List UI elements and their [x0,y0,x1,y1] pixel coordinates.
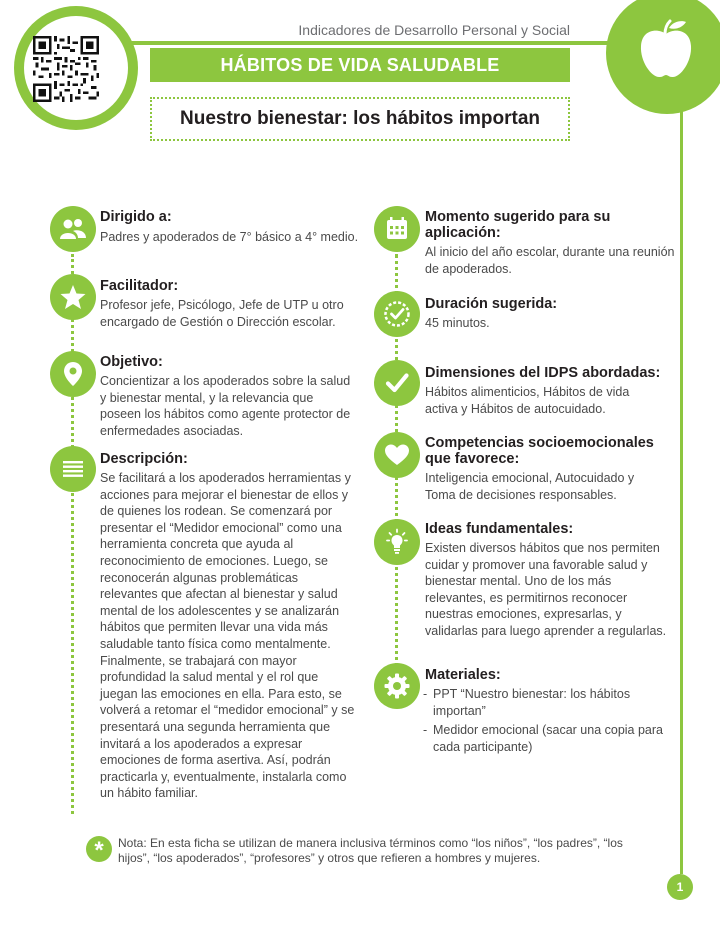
page-number: 1 [667,874,693,900]
users-icon [50,206,96,252]
descripcion-text: Se facilitará a los apoderados herramientas y acciones para mejorar el bienestar de ellos y de quienes los rodean. Se comenzará por presentar el “Medidor emocional” como una herramienta concreta que ayuda al reconocimiento de emociones. Luego, se reconocerán algunas problemáticas relevantes que afectan al bienestar y salud mental de los adolescentes y se analizarán hábitos que permiten llevar una vida más saludable tanto física como mentalmente. Finalmente, se trabajará con mayor profundidad la salud mental y el rol que juegan las emociones en ella. Para esto, se volverá a retomar el “medidor emocional” y se presentará una segunda herramienta que invitará a los apoderados a expresar emociones de forma asertiva. Así, podrán practicarla y, eventualmente, instalarla como un hábito familiar. [100,471,355,801]
calendar-icon [374,206,420,252]
document-lines-icon [50,446,96,492]
materiales-title: Materiales: [425,667,501,683]
materiales-item: - Medidor emocional (sacar una copia para cada participante) [421,722,679,755]
qr-code-icon[interactable] [33,36,99,102]
dirigido-title: Dirigido a: [100,209,172,225]
gear-icon [374,663,420,709]
momento-text: Al inicio del año escolar, durante una reunión de apoderados. [425,245,675,276]
dirigido-text: Padres y apoderados de 7° básico a 4° medio. [100,230,359,244]
right-border-line [680,100,683,874]
header-banner: HÁBITOS DE VIDA SALUDABLE [150,48,570,82]
facilitador-title: Facilitador: [100,278,179,294]
duracion-text: 45 minutos. [425,316,490,330]
facilitador-text: Profesor jefe, Psicólogo, Jefe de UTP u otro encargado de Gestión o Dirección escolar. [100,298,344,329]
competencias-title: Competencias socioemocionales que favorece: [425,435,654,467]
inclusive-language-note: Nota: En esta ficha se utilizan de manera inclusiva términos como “los niños”, “los padres”, “los hijos”, “los apoderados”, “profesores” y otros que refieren a hombres y mujeres. [118,836,623,865]
left-column-dotted-line [71,254,74,814]
header-subtitle: Indicadores de Desarrollo Personal y Social [298,22,570,38]
objetivo-title: Objetivo: [100,354,163,370]
momento-title: Momento sugerido para su aplicación: [425,209,611,241]
clock-check-icon [374,291,420,337]
star-icon [50,274,96,320]
heart-icon [374,432,420,478]
ideas-text: Existen diversos hábitos que nos permiten cuidar y promover una favorable salud y bienestar mental. Uno de los más relevantes, es permitirnos reconocer nuestras emociones, expresarlas, y validarlas para luego aprender a regularlas. [425,541,667,638]
dimensiones-text: Hábitos alimenticios, Hábitos de vida activa y Hábitos de autocuidado. [425,385,630,416]
competencias-text: Inteligencia emocional, Autocuidado y Toma de decisiones responsables. [425,471,635,502]
duracion-title: Duración sugerida: [425,296,558,312]
materiales-list [421,686,679,755]
descripcion-title: Descripción: [100,451,188,467]
page-title: Nuestro bienestar: los hábitos importan [150,97,570,141]
objetivo-text: Concientizar a los apoderados sobre la salud y bienestar mental, y la relevancia que poseen los hábitos como agente protector de enfermedades asociadas. [100,374,351,438]
apple-icon [636,18,696,80]
header-connector-line [130,41,615,45]
materiales-item: - PPT “Nuestro bienestar: los hábitos importan” [421,686,679,719]
ideas-title: Ideas fundamentales: [425,521,574,537]
checkmark-icon [374,360,420,406]
asterisk-icon: * [86,836,112,862]
lightbulb-icon [374,519,420,565]
location-pin-icon [50,351,96,397]
dimensiones-title: Dimensiones del IDPS abordadas: [425,365,661,381]
